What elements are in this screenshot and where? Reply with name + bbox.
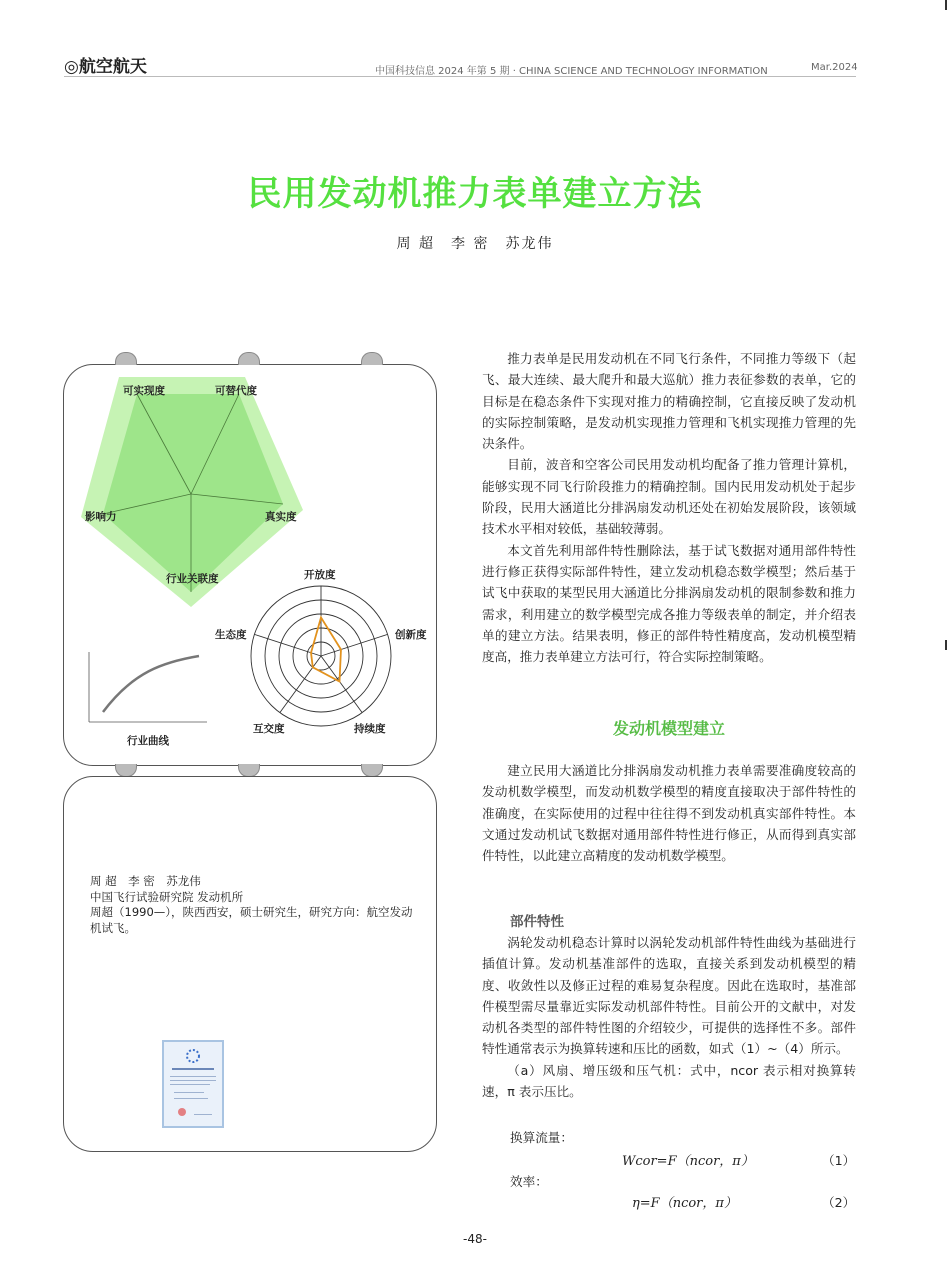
equation: Wcor=F（ncor，π） [622,1154,754,1169]
section-tag: ◎航空航天 [64,57,147,77]
radar-spoke [280,656,321,713]
body-intro [482,348,856,667]
journal-info: 中国科技信息 2024 年第 5 期 · CHINA SCIENCE AND TECHNOLOGY INFORMATION [375,66,768,77]
radar-spoke [321,656,362,713]
section-heading: 发动机模型建立 [612,719,725,738]
paragraph: 建立民用大涵道比分排涡扇发动机推力表单需要准确度较高的发动机数学模型，而发动机数学模型的精度直接取决于部件特性的准确度，在实际使用的过程中往往得不到发动机真实部件特性。本文通过发动机试飞数据对通用部件特性进行修正，从而得到真实部件特性，以此建立高精度的发动机数学模型。 [482,763,856,864]
bio-names: 周 超 李 密 苏龙伟 [90,874,201,888]
bio-intro: 周超（1990—），陕西西安，硕士研究生，研究方向：航空发动机试飞。 [90,905,413,935]
author-bio [90,874,420,936]
evaluation-figure [63,364,435,764]
curve-label: 行业曲线 [127,735,169,747]
bio-affiliation: 中国飞行试验研究院 发动机所 [90,889,244,904]
equation: η=F（ncor，π） [632,1196,737,1211]
equation-number: （2） [822,1195,856,1210]
subsection-heading: 部件特性 [510,914,564,930]
edge-mark [945,0,947,10]
radar-label: 持续度 [354,723,386,735]
pentagon-label: 真实度 [265,511,297,523]
body-section1 [482,760,856,866]
author-bio-card [63,776,437,1152]
page-number: -48- [463,1232,487,1246]
pentagon-label: 可替代度 [215,385,257,397]
journal-date: Mar.2024 [811,62,858,73]
certificate-image [162,1040,224,1128]
equation-number: （1） [822,1153,856,1168]
paragraph: 涡轮发动机稳态计算时以涡轮发动机部件特性曲线为基础进行插值计算。发动机基准部件的选取，直接关系到发动机模型的精度、收敛性以及修正过程的难易复杂程度。因此在选取时，基准部件模型需尽量靠近实际发动机部件特性。目前公开的文献中，对发动机各类型的部件特性图的介绍较少，可提供的选择性不多。部件特性通常表示为换算转速和压比的函数，如式（1）~（4）所示。 [482,935,856,1057]
article-authors: 周 超 李 密 苏龙伟 [396,236,554,252]
radar-series [311,618,341,682]
paragraph: 目前，波音和空客公司民用发动机均配备了推力管理计算机，能够实现不同飞行阶段推力的精确控制。国内民用发动机处于起步阶段，民用大涵道比分排涡扇发动机还处在初始发展阶段，该领域技术水平相对较低，基础较薄弱。 [482,457,856,537]
equation-label: 效率： [510,1174,548,1189]
radar-chart [251,586,391,726]
header-divider [64,76,856,77]
radar-label: 开放度 [304,569,336,581]
paragraph: 推力表单是民用发动机在不同飞行条件，不同推力等级下（起飞、最大连续、最大爬升和最大巡航）推力表征参数的表单，它的目标是在稳态条件下实现对推力的精确控制，它直接反映了发动机的实际控制策略，是发动机实现推力管理和飞机实现推力管理的先决条件。 [482,351,856,452]
pentagon-label: 影响力 [85,511,117,523]
certificate-graphic [164,1042,222,1126]
paragraph: （a）风扇、增压级和压气机：式中，ncor 表示相对换算转速，π 表示压比。 [482,1062,856,1100]
radar-label: 创新度 [395,629,427,641]
radar-label: 生态度 [215,629,247,641]
pentagon-label: 可实现度 [123,385,165,397]
pentagon-label: 行业关联度 [166,573,219,585]
body-subsection1 [482,932,856,1102]
industry-curve [103,656,199,712]
radar-label: 互交度 [253,723,285,735]
article-title: 民用发动机推力表单建立方法 [247,174,703,214]
equation-label: 换算流量： [510,1130,573,1145]
paragraph: 本文首先利用部件特性删除法，基于试飞数据对通用部件特性进行修正获得实际部件特性，建立发动机稳态数学模型；然后基于试飞中获取的某型民用大涵道比分排涡扇发动机的限制参数和推力需求，利用建立的数学模型完成各推力等级表单的制定，并介绍表单的建立方法。结果表明，修正的部件特性精度高，发动机模型精度高，推力表单建立方法可行，符合实际控制策略。 [482,542,856,665]
radar-spoke [321,634,388,656]
edge-mark [945,640,947,650]
